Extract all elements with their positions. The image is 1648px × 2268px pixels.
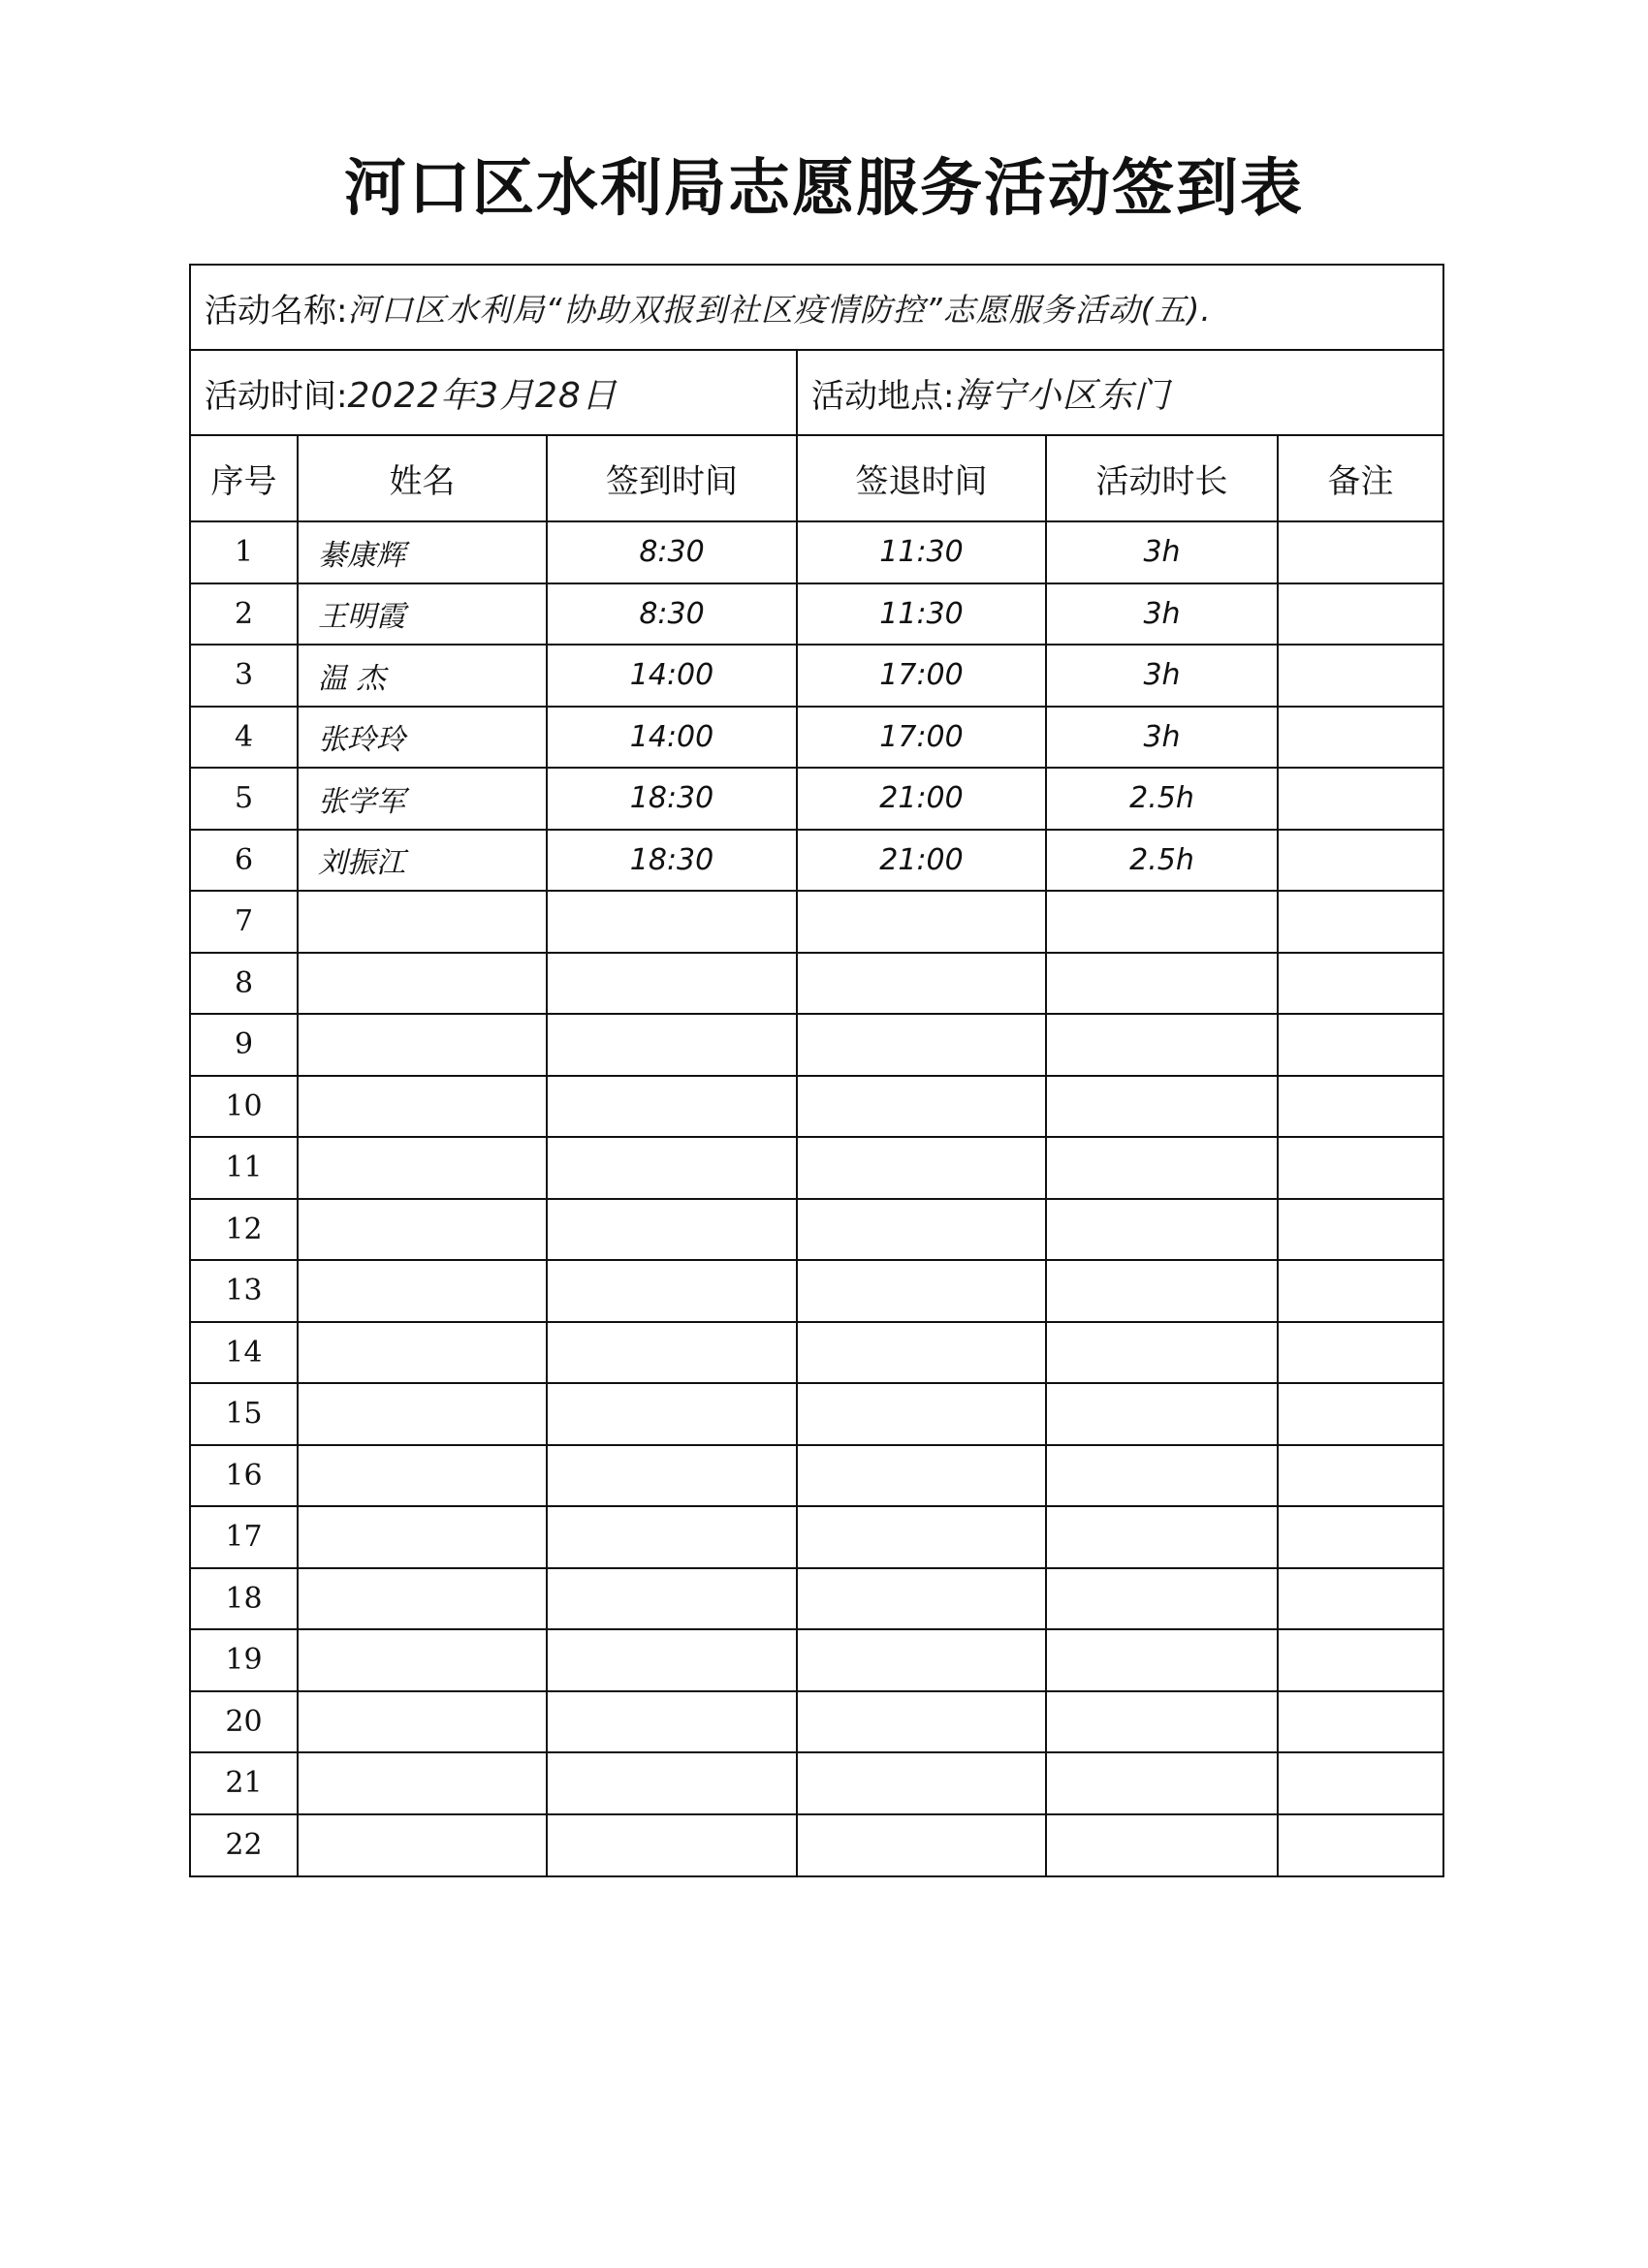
table-row bbox=[191, 768, 1442, 830]
name-cell bbox=[298, 1137, 547, 1199]
sign-in-time-cell: 8:30 bbox=[547, 583, 797, 646]
sign-in-time-cell bbox=[547, 1445, 797, 1507]
name-cell bbox=[298, 1076, 547, 1138]
duration-cell bbox=[1046, 1629, 1278, 1691]
name-cell bbox=[298, 1691, 547, 1753]
sign-in-time-cell: 14:00 bbox=[547, 707, 797, 769]
table-row bbox=[191, 1076, 1442, 1138]
seq-cell: 4 bbox=[191, 707, 298, 769]
duration-cell bbox=[1046, 1383, 1278, 1445]
sign-in-time-cell: 18:30 bbox=[547, 830, 797, 892]
table-row bbox=[191, 1506, 1442, 1568]
duration-cell bbox=[1046, 1014, 1278, 1076]
duration-cell bbox=[1046, 1076, 1278, 1138]
activity-time-value: 2022年3月28日 bbox=[347, 375, 618, 416]
header-seq: 序号 bbox=[191, 436, 298, 521]
note-cell bbox=[1278, 583, 1442, 646]
sign-out-time-cell bbox=[797, 1322, 1046, 1384]
activity-time-place-row bbox=[191, 351, 1442, 436]
page-title: 河口区水利局志愿服务活动签到表 bbox=[344, 153, 1304, 225]
name-cell bbox=[298, 1014, 547, 1076]
sign-out-time-cell bbox=[797, 1691, 1046, 1753]
note-cell bbox=[1278, 645, 1442, 707]
sign-in-form bbox=[189, 264, 1444, 1877]
header-sign-out-time: 签退时间 bbox=[797, 436, 1046, 521]
seq-cell: 9 bbox=[191, 1014, 298, 1076]
duration-cell bbox=[1046, 1752, 1278, 1814]
seq-cell: 13 bbox=[191, 1260, 298, 1322]
table-row bbox=[191, 1814, 1442, 1876]
seq-cell: 14 bbox=[191, 1322, 298, 1384]
duration-cell bbox=[1046, 1322, 1278, 1384]
name-cell bbox=[298, 1814, 547, 1876]
activity-name-label: 活动名称: bbox=[205, 291, 348, 331]
note-cell bbox=[1278, 830, 1442, 892]
sign-out-time-cell bbox=[797, 1014, 1046, 1076]
activity-name-row bbox=[191, 266, 1442, 351]
seq-cell: 16 bbox=[191, 1445, 298, 1507]
note-cell bbox=[1278, 891, 1442, 953]
note-cell bbox=[1278, 1445, 1442, 1507]
duration-cell bbox=[1046, 1568, 1278, 1630]
name-cell bbox=[298, 953, 547, 1015]
duration-cell bbox=[1046, 953, 1278, 1015]
activity-place-label: 活动地点: bbox=[811, 376, 955, 416]
name-cell: 张学军 bbox=[298, 768, 547, 830]
sign-out-time-cell bbox=[797, 1445, 1046, 1507]
sign-in-time-cell bbox=[547, 1260, 797, 1322]
note-cell bbox=[1278, 1322, 1442, 1384]
sign-out-time-cell: 11:30 bbox=[797, 521, 1046, 583]
note-cell bbox=[1278, 1814, 1442, 1876]
seq-cell: 22 bbox=[191, 1814, 298, 1876]
name-cell bbox=[298, 891, 547, 953]
sign-out-time-cell bbox=[797, 1506, 1046, 1568]
note-cell bbox=[1278, 1076, 1442, 1138]
duration-cell: 2.5h bbox=[1046, 768, 1278, 830]
name-cell: 温 杰 bbox=[298, 645, 547, 707]
seq-cell: 21 bbox=[191, 1752, 298, 1814]
note-cell bbox=[1278, 768, 1442, 830]
seq-cell: 7 bbox=[191, 891, 298, 953]
name-cell bbox=[298, 1629, 547, 1691]
header-note: 备注 bbox=[1278, 436, 1442, 521]
note-cell bbox=[1278, 1629, 1442, 1691]
sign-in-time-cell bbox=[547, 1322, 797, 1384]
table-header-row bbox=[191, 436, 1442, 521]
sign-in-time-cell bbox=[547, 1506, 797, 1568]
sign-out-time-cell: 21:00 bbox=[797, 830, 1046, 892]
sign-in-time-cell: 14:00 bbox=[547, 645, 797, 707]
sign-out-time-cell: 17:00 bbox=[797, 645, 1046, 707]
note-cell bbox=[1278, 1260, 1442, 1322]
attendance-table bbox=[191, 436, 1442, 1875]
sign-in-time-cell bbox=[547, 891, 797, 953]
activity-name-cell bbox=[191, 266, 1442, 349]
table-row bbox=[191, 707, 1442, 769]
duration-cell bbox=[1046, 1445, 1278, 1507]
sign-out-time-cell bbox=[797, 1199, 1046, 1261]
sign-out-time-cell bbox=[797, 1076, 1046, 1138]
table-row bbox=[191, 953, 1442, 1015]
table-row bbox=[191, 1691, 1442, 1753]
sign-in-time-cell bbox=[547, 1752, 797, 1814]
sign-out-time-cell bbox=[797, 1260, 1046, 1322]
sign-out-time-cell bbox=[797, 1752, 1046, 1814]
note-cell bbox=[1278, 1568, 1442, 1630]
seq-cell: 10 bbox=[191, 1076, 298, 1138]
duration-cell bbox=[1046, 1506, 1278, 1568]
note-cell bbox=[1278, 1752, 1442, 1814]
seq-cell: 3 bbox=[191, 645, 298, 707]
table-row bbox=[191, 1383, 1442, 1445]
note-cell bbox=[1278, 1506, 1442, 1568]
sign-in-time-cell bbox=[547, 953, 797, 1015]
header-name: 姓名 bbox=[298, 436, 547, 521]
sign-out-time-cell bbox=[797, 1629, 1046, 1691]
table-row bbox=[191, 1322, 1442, 1384]
table-row bbox=[191, 1014, 1442, 1076]
activity-time-label: 活动时间: bbox=[205, 376, 348, 416]
table-row bbox=[191, 1752, 1442, 1814]
sign-out-time-cell: 17:00 bbox=[797, 707, 1046, 769]
table-row bbox=[191, 521, 1442, 583]
table-row bbox=[191, 645, 1442, 707]
sign-in-time-cell bbox=[547, 1629, 797, 1691]
name-cell bbox=[298, 1260, 547, 1322]
duration-cell bbox=[1046, 1137, 1278, 1199]
name-cell: 綦康辉 bbox=[298, 521, 547, 583]
sign-out-time-cell bbox=[797, 891, 1046, 953]
name-cell bbox=[298, 1506, 547, 1568]
sign-out-time-cell bbox=[797, 1137, 1046, 1199]
table-row bbox=[191, 891, 1442, 953]
seq-cell: 2 bbox=[191, 583, 298, 646]
duration-cell: 3h bbox=[1046, 521, 1278, 583]
sign-out-time-cell: 21:00 bbox=[797, 768, 1046, 830]
header-sign-in-time: 签到时间 bbox=[547, 436, 797, 521]
table-row bbox=[191, 1568, 1442, 1630]
sign-in-time-cell bbox=[547, 1076, 797, 1138]
sign-in-time-cell bbox=[547, 1014, 797, 1076]
note-cell bbox=[1278, 1383, 1442, 1445]
note-cell bbox=[1278, 1199, 1442, 1261]
duration-cell bbox=[1046, 1814, 1278, 1876]
sign-in-time-cell bbox=[547, 1199, 797, 1261]
activity-place-cell bbox=[798, 351, 1442, 434]
name-cell bbox=[298, 1568, 547, 1630]
note-cell bbox=[1278, 1137, 1442, 1199]
sign-in-time-cell bbox=[547, 1691, 797, 1753]
note-cell bbox=[1278, 707, 1442, 769]
duration-cell bbox=[1046, 1199, 1278, 1261]
table-row bbox=[191, 1260, 1442, 1322]
note-cell bbox=[1278, 1014, 1442, 1076]
name-cell bbox=[298, 1383, 547, 1445]
sign-in-time-cell bbox=[547, 1814, 797, 1876]
note-cell bbox=[1278, 953, 1442, 1015]
sign-in-time-cell bbox=[547, 1137, 797, 1199]
name-cell: 王明霞 bbox=[298, 583, 547, 646]
table-row bbox=[191, 583, 1442, 646]
name-cell bbox=[298, 1199, 547, 1261]
duration-cell bbox=[1046, 891, 1278, 953]
activity-time-cell bbox=[191, 351, 798, 434]
sign-out-time-cell bbox=[797, 1814, 1046, 1876]
table-row bbox=[191, 1199, 1442, 1261]
seq-cell: 18 bbox=[191, 1568, 298, 1630]
activity-place-value: 海宁小区东门 bbox=[954, 375, 1170, 416]
sign-out-time-cell: 11:30 bbox=[797, 583, 1046, 646]
sign-in-time-cell bbox=[547, 1568, 797, 1630]
table-row bbox=[191, 1137, 1442, 1199]
sign-in-time-cell: 18:30 bbox=[547, 768, 797, 830]
seq-cell: 20 bbox=[191, 1691, 298, 1753]
seq-cell: 5 bbox=[191, 768, 298, 830]
sign-out-time-cell bbox=[797, 953, 1046, 1015]
note-cell bbox=[1278, 1691, 1442, 1753]
duration-cell: 3h bbox=[1046, 707, 1278, 769]
note-cell bbox=[1278, 521, 1442, 583]
seq-cell: 1 bbox=[191, 521, 298, 583]
seq-cell: 6 bbox=[191, 830, 298, 892]
sign-out-time-cell bbox=[797, 1568, 1046, 1630]
seq-cell: 15 bbox=[191, 1383, 298, 1445]
sign-in-time-cell bbox=[547, 1383, 797, 1445]
duration-cell: 3h bbox=[1046, 645, 1278, 707]
name-cell bbox=[298, 1322, 547, 1384]
name-cell bbox=[298, 1445, 547, 1507]
seq-cell: 8 bbox=[191, 953, 298, 1015]
name-cell: 张玲玲 bbox=[298, 707, 547, 769]
activity-name-value: 河口区水利局“协助双报到社区疫情防控”志愿服务活动(五). bbox=[347, 290, 1212, 329]
table-row bbox=[191, 830, 1442, 892]
duration-cell bbox=[1046, 1260, 1278, 1322]
sign-in-time-cell: 8:30 bbox=[547, 521, 797, 583]
seq-cell: 19 bbox=[191, 1629, 298, 1691]
seq-cell: 17 bbox=[191, 1506, 298, 1568]
table-row bbox=[191, 1629, 1442, 1691]
duration-cell: 2.5h bbox=[1046, 830, 1278, 892]
table-row bbox=[191, 1445, 1442, 1507]
name-cell: 刘振江 bbox=[298, 830, 547, 892]
sign-out-time-cell bbox=[797, 1383, 1046, 1445]
seq-cell: 11 bbox=[191, 1137, 298, 1199]
duration-cell bbox=[1046, 1691, 1278, 1753]
seq-cell: 12 bbox=[191, 1199, 298, 1261]
name-cell bbox=[298, 1752, 547, 1814]
duration-cell: 3h bbox=[1046, 583, 1278, 646]
header-duration: 活动时长 bbox=[1046, 436, 1278, 521]
